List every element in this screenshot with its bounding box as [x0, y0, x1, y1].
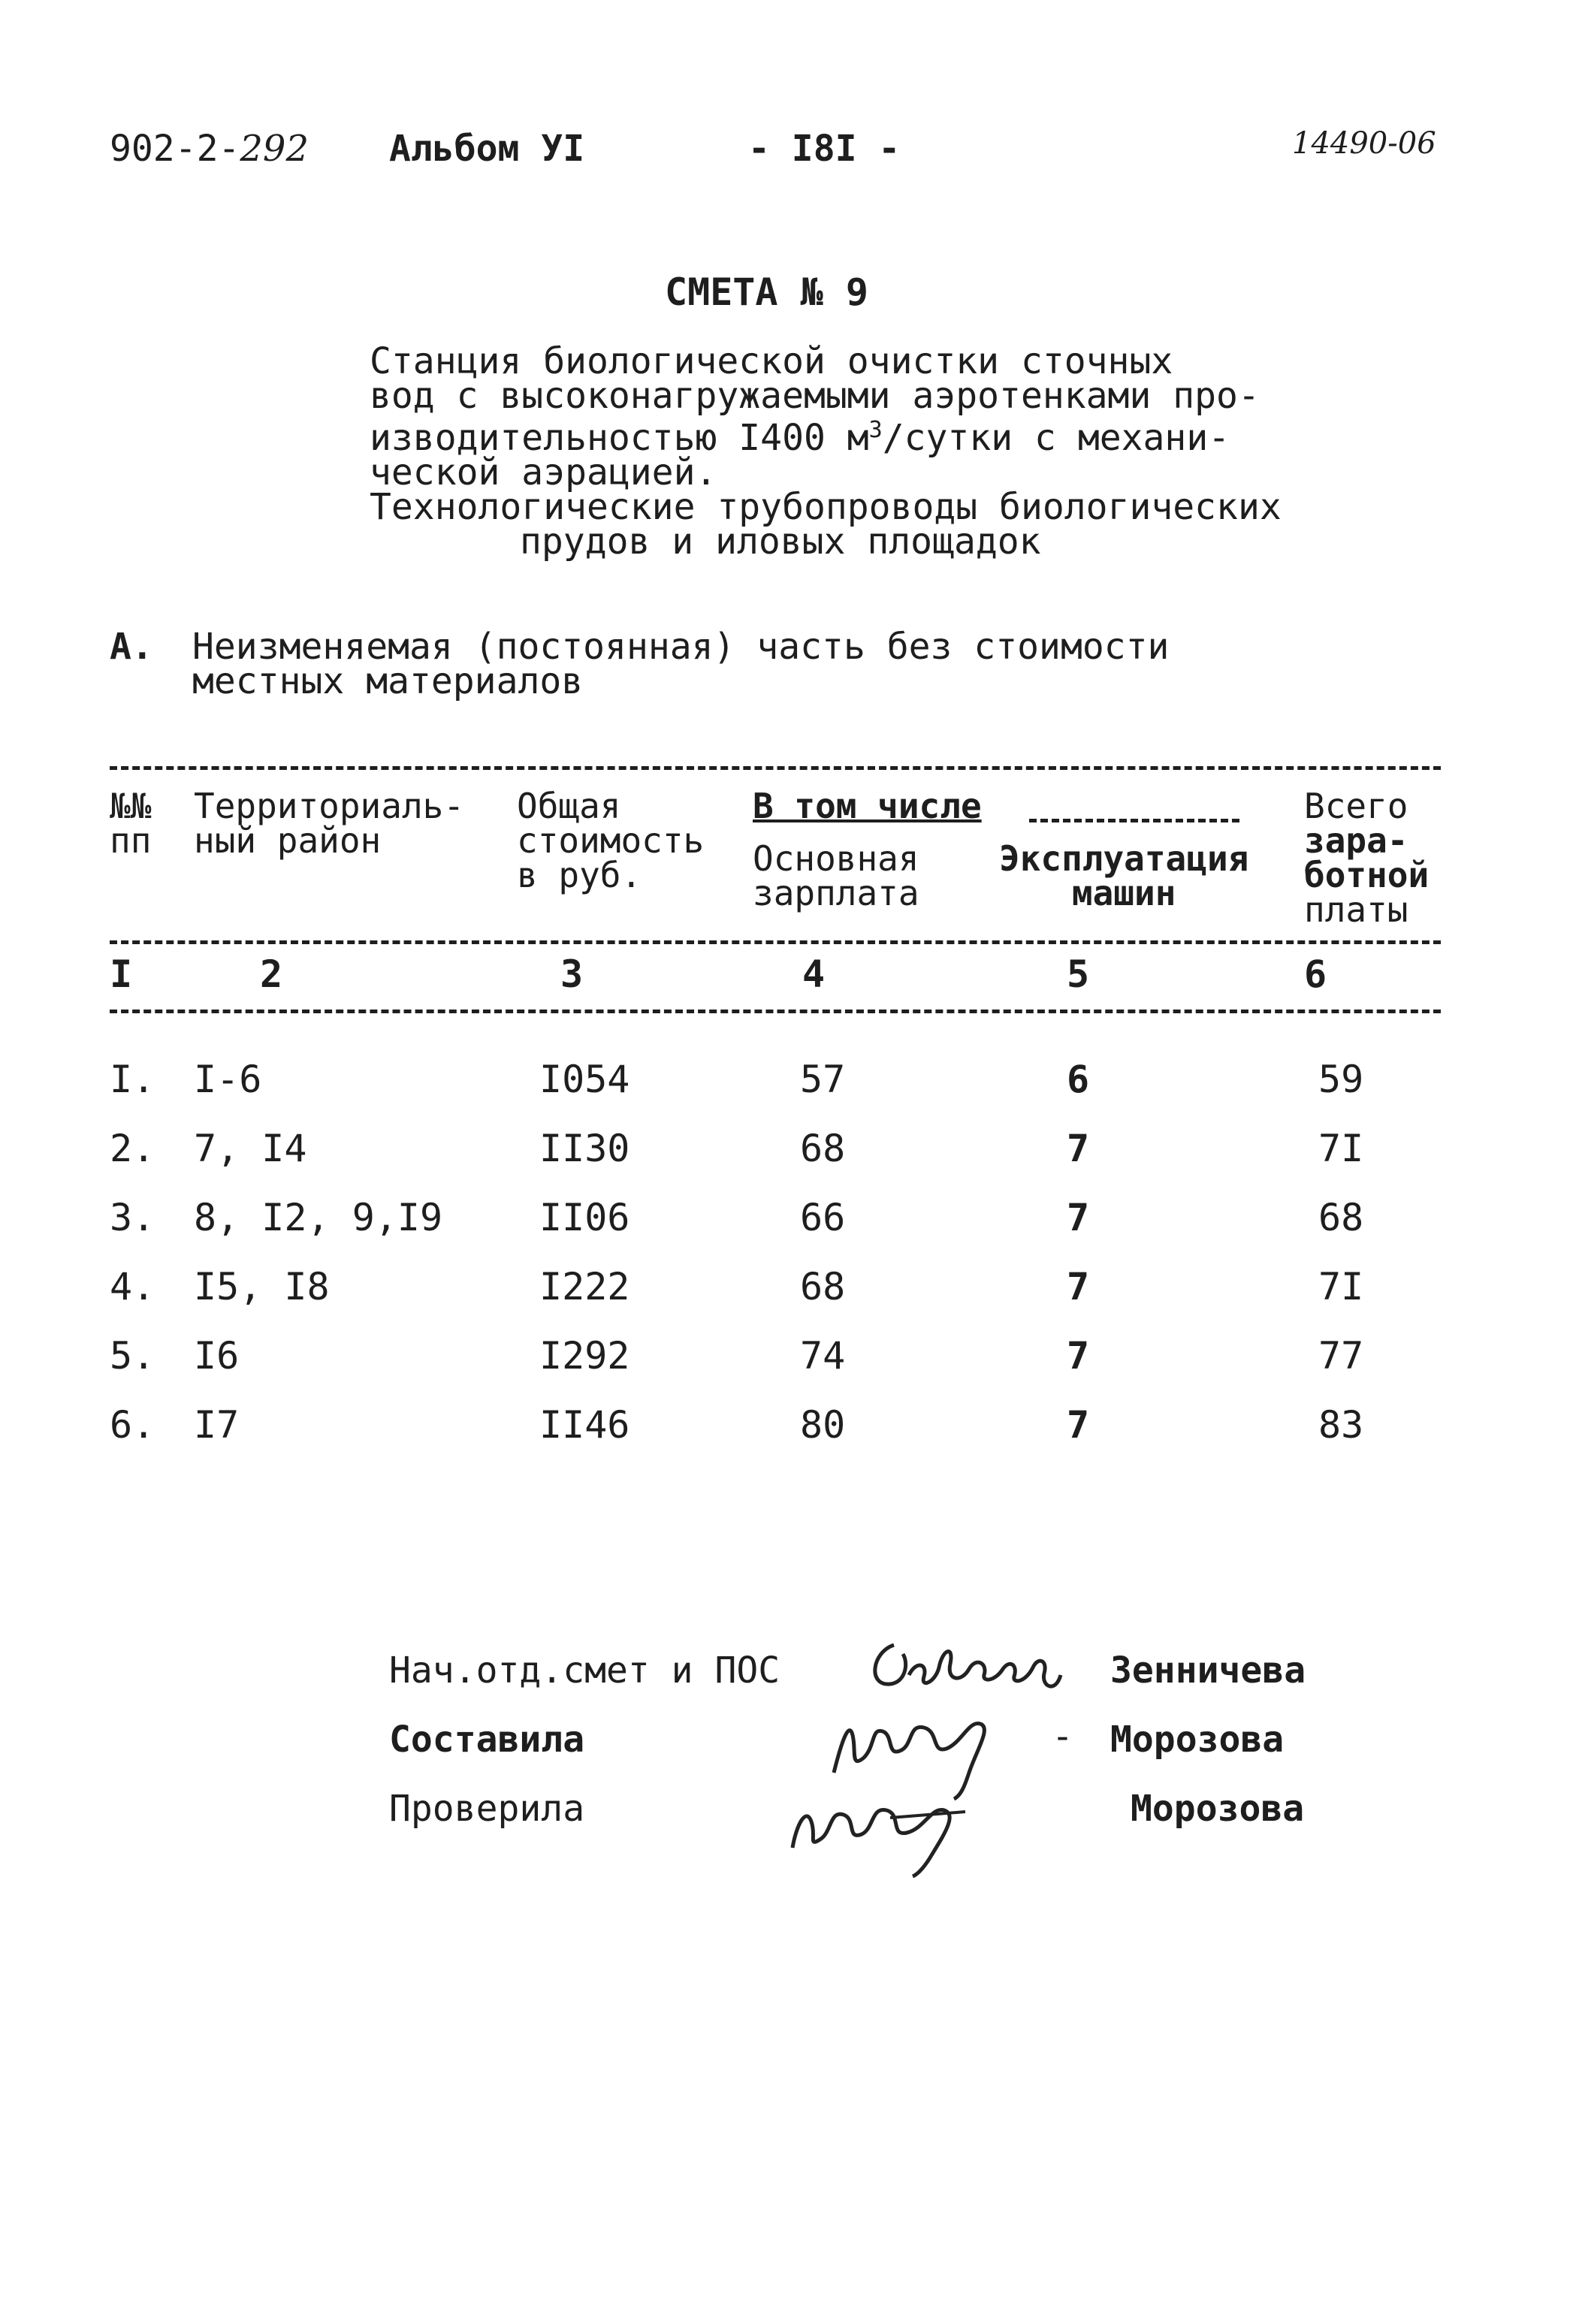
table-row: I. I-6 I054 57 6 59	[110, 1058, 1364, 1101]
table-row: 6. I7 II46 80 7 83	[110, 1403, 1364, 1447]
compiled-by-name: Морозова	[1110, 1719, 1285, 1761]
head-of-department-label: Нач.отд.смет и ПОС	[389, 1649, 780, 1692]
registration-number: 14490-06	[1292, 126, 1436, 161]
header-base-salary: Основная зарплата	[753, 838, 919, 913]
compiled-by-label: Составила	[389, 1719, 585, 1761]
header-number: №№ пп	[110, 786, 152, 861]
checked-by-name: Морозова	[1131, 1788, 1305, 1830]
header-total-cost: Общая стоимость в руб.	[517, 786, 705, 895]
including-rule	[1029, 819, 1239, 822]
table-row: 4. I5, I8 I222 68 7 7I	[110, 1265, 1364, 1308]
header-total-wages: Всего зара- ботной платы	[1304, 786, 1430, 930]
column-number: 5	[1067, 952, 1090, 996]
checked-by-label: Проверила	[389, 1788, 585, 1830]
compiler-dash: -	[1052, 1716, 1073, 1758]
column-number: 4	[802, 952, 826, 996]
column-number: I	[110, 952, 133, 996]
header-including: В том числе	[753, 786, 982, 826]
header-region: Территориаль- ный район	[194, 786, 465, 861]
head-of-department-name: Зенничева	[1110, 1649, 1306, 1692]
table-top-rule	[110, 766, 1441, 770]
description-line: изводительностью I400 $м^3$/сутки с механи-	[370, 417, 1230, 459]
description-line: Технологические трубопроводы биологических	[370, 486, 1282, 528]
header-machine-operation: Эксплуатация машин	[999, 838, 1249, 913]
part-a-label: А.	[110, 626, 153, 668]
column-number: 2	[260, 952, 283, 996]
table-row: 2. 7, I4 II30 68 7 7I	[110, 1127, 1364, 1170]
document-code-handwritten: 292	[240, 128, 309, 170]
table-row: 3. 8, I2, 9,I9 II06 66 7 68	[110, 1196, 1364, 1239]
description-line: вод с высоконагружаемыми аэротенками про-	[370, 375, 1260, 417]
description-line: ческой аэрацией.	[370, 451, 717, 493]
description-line: прудов и иловых площадок	[520, 521, 1041, 563]
page-number: - I8I -	[748, 128, 901, 170]
document-title: СМЕТА № 9	[665, 270, 868, 314]
header-rule	[110, 940, 1441, 944]
column-number: 3	[560, 952, 584, 996]
estimate-description	[370, 340, 1282, 563]
table-row: 5. I6 I292 74 7 77	[110, 1334, 1364, 1378]
document-code: 902-2-292	[110, 128, 309, 170]
album-label: Альбом УI	[389, 128, 585, 170]
part-a-text: Неизменяемая (постоянная) часть без стоимости местных материалов	[192, 626, 1170, 702]
column-number-rule	[110, 1010, 1441, 1013]
checker-signature	[777, 1765, 988, 1878]
column-number: 6	[1304, 952, 1327, 996]
description-line: Станция биологической очистки сточных	[370, 340, 1173, 382]
